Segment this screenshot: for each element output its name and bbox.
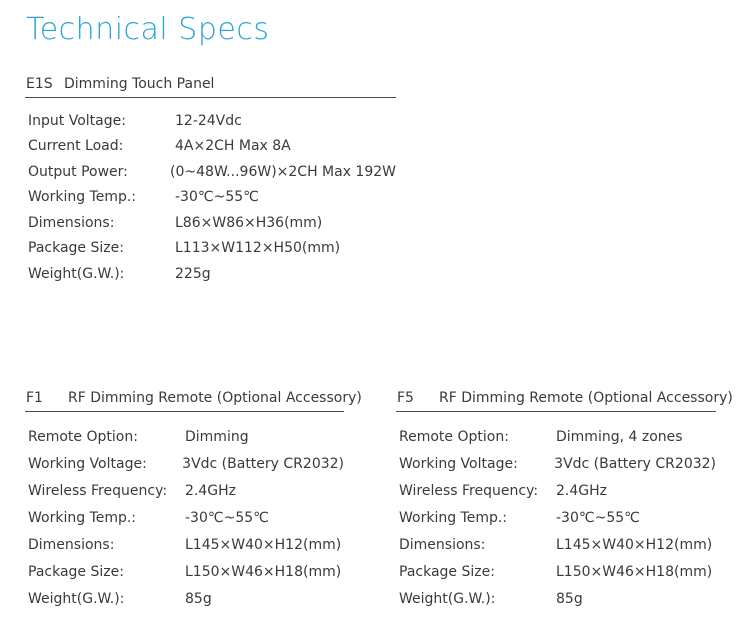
spec-value: L150×W46×H18(mm) — [185, 563, 342, 580]
spec-value: 2.4GHz — [185, 482, 236, 499]
section-header — [396, 390, 733, 412]
spec-value: L150×W46×H18(mm) — [556, 563, 713, 580]
spec-row — [25, 558, 344, 585]
product-code: E1S — [26, 76, 53, 92]
spec-value: 85g — [185, 590, 212, 607]
page-title: Technical Specs — [26, 12, 270, 47]
spec-label: Dimensions: — [399, 536, 486, 553]
spec-row — [396, 504, 716, 531]
spec-row — [25, 108, 396, 134]
section-header — [25, 76, 396, 98]
spec-list — [25, 108, 396, 287]
spec-value: L145×W40×H12(mm) — [556, 536, 713, 553]
spec-label: Weight(G.W.): — [28, 265, 125, 282]
spec-row — [396, 531, 716, 558]
spec-row — [396, 423, 716, 450]
spec-row — [25, 450, 344, 477]
spec-value: -30℃~55℃ — [556, 509, 640, 526]
spec-row — [25, 236, 396, 262]
spec-value: -30℃~55℃ — [185, 509, 269, 526]
spec-value: 4A×2CH Max 8A — [175, 138, 291, 155]
spec-label: Weight(G.W.): — [399, 590, 496, 607]
spec-row — [396, 450, 716, 477]
spec-value: (0~48W...96W)×2CH Max 192W — [170, 163, 396, 180]
spec-row — [396, 585, 716, 612]
spec-row — [396, 558, 716, 585]
spec-label: Package Size: — [28, 240, 124, 257]
spec-value: Dimming — [185, 428, 249, 445]
spec-value: 225g — [175, 265, 211, 282]
spec-value: Dimming, 4 zones — [556, 428, 683, 445]
spec-label: Working Temp.: — [28, 189, 137, 206]
spec-label: Wireless Frequency: — [28, 482, 168, 499]
spec-value: L145×W40×H12(mm) — [185, 536, 342, 553]
spec-label: Remote Option: — [399, 428, 509, 445]
spec-label: Dimensions: — [28, 214, 115, 231]
section-header — [25, 390, 362, 412]
spec-label: Package Size: — [28, 563, 124, 580]
product-code: F1 — [26, 390, 43, 406]
spec-value: -30℃~55℃ — [175, 189, 259, 206]
spec-row — [25, 531, 344, 558]
spec-label: Package Size: — [399, 563, 495, 580]
product-name: Dimming Touch Panel — [64, 76, 215, 92]
spec-label: Input Voltage: — [28, 112, 126, 129]
spec-row — [25, 185, 396, 211]
spec-label: Wireless Frequency: — [399, 482, 539, 499]
spec-row — [25, 159, 396, 185]
spec-label: Current Load: — [28, 138, 124, 155]
spec-label: Working Voltage: — [28, 455, 147, 472]
spec-row — [25, 585, 344, 612]
spec-label: Output Power: — [28, 163, 128, 180]
spec-label: Working Temp.: — [399, 509, 508, 526]
spec-value: 3Vdc (Battery CR2032) — [554, 455, 716, 472]
spec-label: Working Temp.: — [28, 509, 137, 526]
spec-label: Working Voltage: — [399, 455, 518, 472]
spec-row — [25, 504, 344, 531]
spec-value: 12-24Vdc — [175, 112, 242, 129]
spec-list — [396, 423, 716, 612]
product-name: RF Dimming Remote (Optional Accessory) — [68, 390, 362, 406]
spec-row — [25, 261, 396, 287]
spec-list — [25, 423, 344, 612]
spec-label: Remote Option: — [28, 428, 138, 445]
spec-row — [396, 477, 716, 504]
spec-label: Dimensions: — [28, 536, 115, 553]
spec-row — [25, 134, 396, 160]
spec-row — [25, 210, 396, 236]
f1-spec-section — [25, 390, 362, 612]
spec-value: 2.4GHz — [556, 482, 607, 499]
product-code: F5 — [397, 390, 414, 406]
spec-value: 85g — [556, 590, 583, 607]
spec-value: 3Vdc (Battery CR2032) — [182, 455, 344, 472]
spec-label: Weight(G.W.): — [28, 590, 125, 607]
spec-value: L113×W112×H50(mm) — [175, 240, 341, 257]
e1s-spec-section — [25, 76, 396, 287]
spec-row — [25, 423, 344, 450]
spec-row — [25, 477, 344, 504]
spec-value: L86×W86×H36(mm) — [175, 214, 323, 231]
product-name: RF Dimming Remote (Optional Accessory) — [439, 390, 733, 406]
f5-spec-section — [396, 390, 733, 612]
